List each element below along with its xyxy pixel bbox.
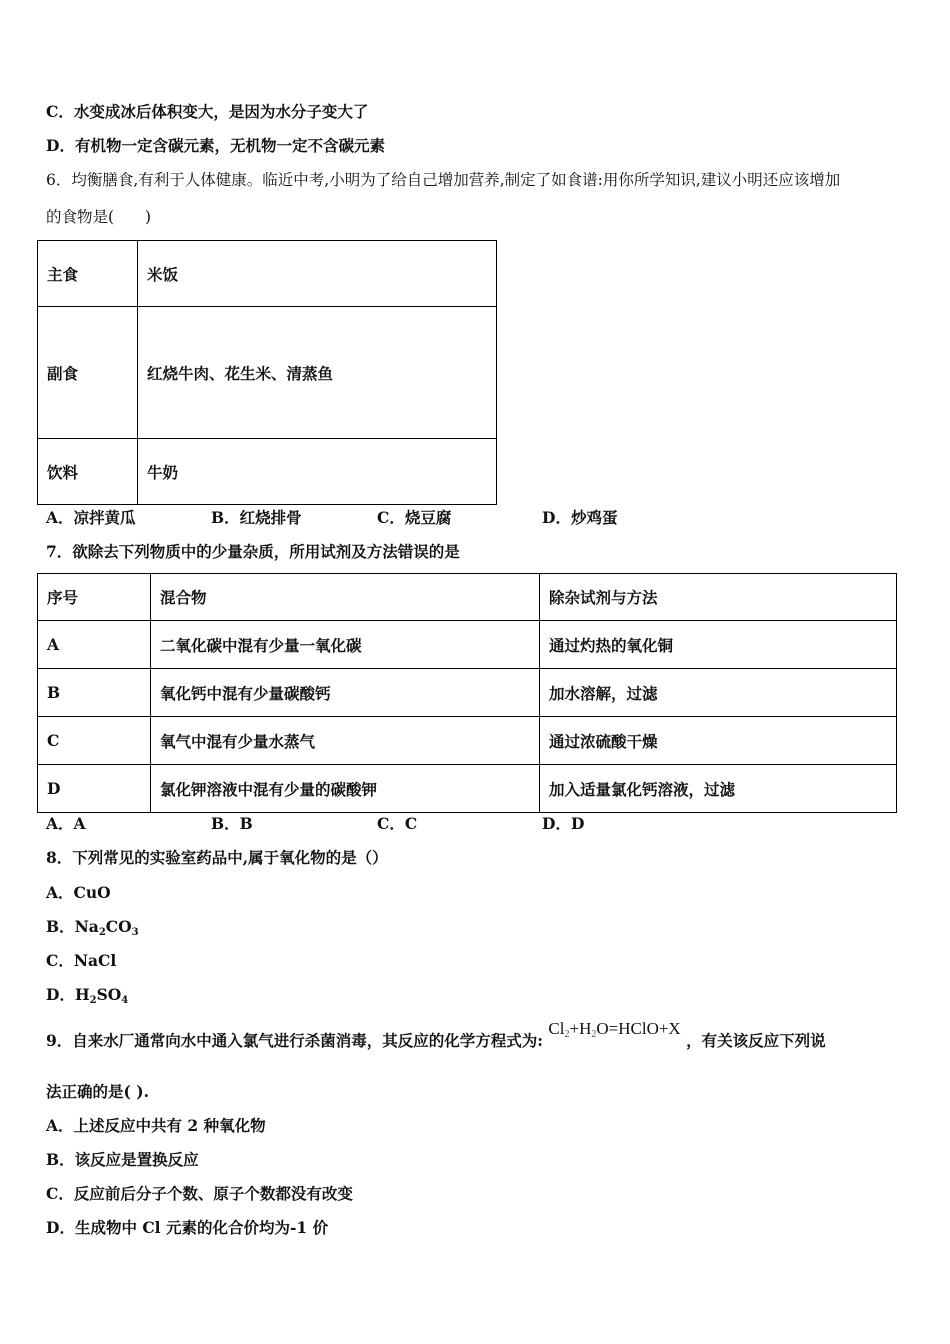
q5-option-c: C．水变成冰后体积变大，是因为水分子变大了: [46, 102, 369, 121]
q9-option-c: C．反应前后分子个数、原子个数都没有改变: [46, 1184, 353, 1203]
q6-row-value: 牛奶: [138, 439, 497, 505]
q7-row-method: 通过浓硫酸干燥: [540, 717, 897, 765]
q9-stem-line1: [46, 1019, 826, 1060]
table-row: [38, 621, 897, 669]
table-row: [38, 765, 897, 813]
q6-stem-line1: 6．均衡膳食,有利于人体健康。临近中考,小明为了给自己增加营养,制定了如食谱:用你所学知识,建议小明还应该增加: [46, 171, 841, 189]
q9-chemical-equation: $Cl_2+H_2O=HClO+X$: [548, 1019, 681, 1040]
q6-table-row: [38, 307, 497, 439]
q7-impurity-table: [37, 573, 897, 813]
q9-option-d: D．生成物中 Cl 元素的化合价均为-1 价: [46, 1218, 329, 1237]
q5-option-d: D．有机物一定含碳元素，无机物一定不含碳元素: [46, 136, 385, 155]
table-row: [38, 717, 897, 765]
q6-stem-line2: 的食物是( ): [46, 208, 152, 226]
q7-row-mixture: 二氧化碳中混有少量一氧化碳: [151, 621, 540, 669]
q7-row-method: 加入适量氯化钙溶液，过滤: [540, 765, 897, 813]
q7-header-method: 除杂试剂与方法: [540, 574, 897, 621]
q7-row-id: A: [38, 621, 151, 669]
q6-row-label: 副食: [38, 307, 138, 439]
q6-row-label: 饮料: [38, 439, 138, 505]
q7-row-mixture: 氧气中混有少量水蒸气: [151, 717, 540, 765]
q8-option-b: B．$Na_2CO_3$: [46, 917, 139, 938]
q8-stem: 8．下列常见的实验室药品中,属于氧化物的是（）: [46, 848, 388, 867]
q9-stem-line2: 法正确的是( ).: [46, 1082, 149, 1101]
q6-table-row: [38, 241, 497, 307]
q9-option-b: B．该反应是置换反应: [46, 1150, 199, 1169]
q7-row-mixture: 氧化钙中混有少量碳酸钙: [151, 669, 540, 717]
q7-row-id: B: [38, 669, 151, 717]
q7-header-mixture: 混合物: [151, 574, 540, 621]
q9-stem-end: ，有关该反应下列说: [686, 1031, 826, 1050]
q6-option-b: B．红烧排骨: [211, 508, 302, 527]
q6-row-value: 米饭: [138, 241, 497, 307]
table-row: [38, 669, 897, 717]
q7-row-id: D: [38, 765, 151, 813]
q7-option-b: B．B: [211, 814, 253, 833]
q6-option-a: A．凉拌黄瓜: [46, 508, 136, 527]
q7-option-d: D．D: [542, 814, 585, 833]
q7-row-mixture: 氯化钾溶液中混有少量的碳酸钾: [151, 765, 540, 813]
q6-option-d: D．炒鸡蛋: [542, 508, 618, 527]
q6-option-c: C．烧豆腐: [377, 508, 452, 527]
q7-stem: 7．欲除去下列物质中的少量杂质，所用试剂及方法错误的是: [46, 542, 460, 561]
q6-row-value: 红烧牛肉、花生米、清蒸鱼: [138, 307, 497, 439]
q6-table-row: [38, 439, 497, 505]
q6-menu-table: [37, 240, 497, 505]
q7-row-method: 通过灼热的氧化铜: [540, 621, 897, 669]
q8-option-d: D．$H_2SO_4$: [46, 985, 129, 1006]
q9-stem-start: 9．自来水厂通常向水中通入氯气进行杀菌消毒，其反应的化学方程式为:: [46, 1031, 544, 1050]
q7-option-a: A．A: [46, 814, 86, 833]
q7-header-id: 序号: [38, 574, 151, 621]
q7-option-c: C．C: [377, 814, 418, 833]
q6-row-label: 主食: [38, 241, 138, 307]
q7-row-id: C: [38, 717, 151, 765]
q7-row-method: 加水溶解，过滤: [540, 669, 897, 717]
q7-header-row: [38, 574, 897, 621]
q9-option-a: A．上述反应中共有 2 种氧化物: [46, 1116, 266, 1135]
q8-option-a: A．CuO: [46, 883, 111, 902]
q8-option-c: C．NaCl: [46, 951, 117, 970]
